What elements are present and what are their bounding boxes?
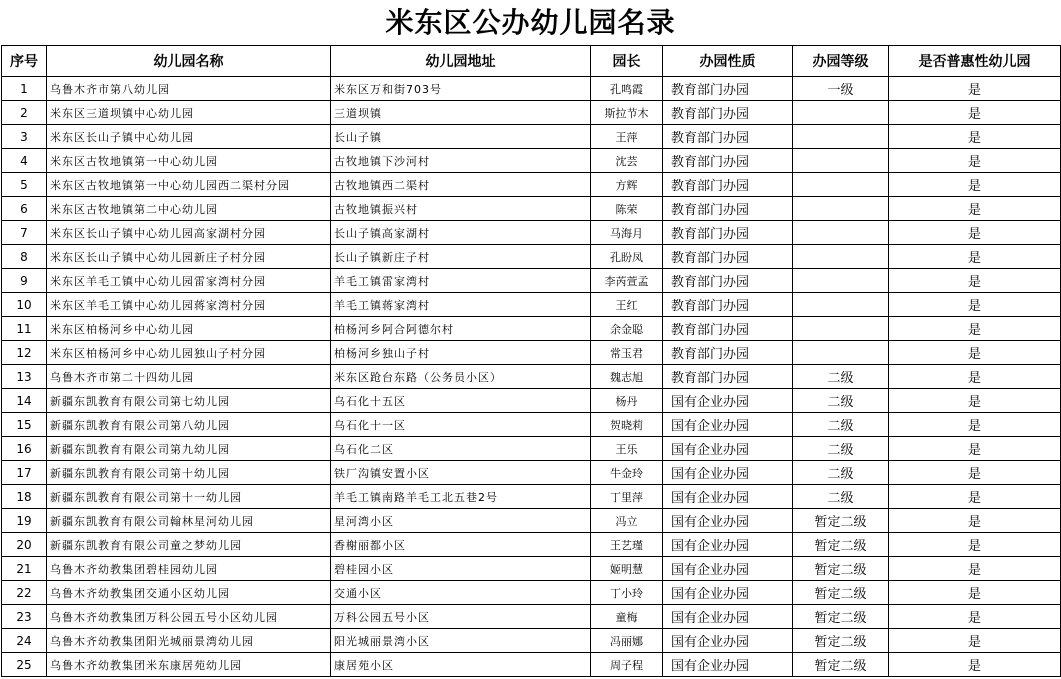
serial-cell[interactable]: 4 [2,149,47,173]
level-cell[interactable]: 一级 [793,77,889,101]
level-cell[interactable] [793,149,889,173]
level-cell[interactable] [793,341,889,365]
address-cell[interactable]: 铁厂沟镇安置小区 [331,461,591,485]
serial-cell[interactable]: 8 [2,245,47,269]
principal-cell[interactable]: 冯丽娜 [591,629,663,653]
nature-cell[interactable]: 教育部门办园 [663,293,793,317]
address-cell[interactable]: 碧桂园小区 [331,557,591,581]
nature-cell[interactable]: 教育部门办园 [663,125,793,149]
header-address[interactable]: 幼儿园地址 [331,46,591,77]
address-cell[interactable]: 香榭丽都小区 [331,533,591,557]
table-row [2,101,1061,125]
name-cell[interactable]: 新疆东凯教育有限公司第十一幼儿园 [47,485,331,509]
name-cell[interactable]: 米东区羊毛工镇中心幼儿园蒋家湾村分园 [47,293,331,317]
name-cell[interactable]: 米东区三道坝镇中心幼儿园 [47,101,331,125]
principal-cell[interactable]: 牛金玲 [591,461,663,485]
nature-cell[interactable]: 国有企业办园 [663,389,793,413]
principal-cell[interactable]: 方辉 [591,173,663,197]
principal-cell[interactable]: 常玉君 [591,341,663,365]
level-cell[interactable]: 二级 [793,413,889,437]
serial-cell[interactable]: 7 [2,221,47,245]
table-row [2,437,1061,461]
serial-cell[interactable]: 19 [2,509,47,533]
serial-cell[interactable]: 1 [2,77,47,101]
serial-cell[interactable]: 17 [2,461,47,485]
nature-cell[interactable]: 国有企业办园 [663,605,793,629]
level-cell[interactable] [793,101,889,125]
inclusive-cell[interactable]: 是 [889,101,1061,125]
inclusive-cell[interactable]: 是 [889,341,1061,365]
table-row [2,509,1061,533]
header-row [2,46,1061,77]
nature-cell[interactable]: 教育部门办园 [663,341,793,365]
inclusive-cell[interactable]: 是 [889,365,1061,389]
principal-cell[interactable]: 周子程 [591,653,663,677]
table-row [2,197,1061,221]
inclusive-cell[interactable]: 是 [889,485,1061,509]
principal-cell[interactable]: 王乐 [591,437,663,461]
principal-cell[interactable]: 王红 [591,293,663,317]
serial-cell[interactable]: 15 [2,413,47,437]
table-row [2,533,1061,557]
nature-cell[interactable]: 国有企业办园 [663,653,793,677]
principal-cell[interactable]: 贺晓莉 [591,413,663,437]
name-cell[interactable]: 乌鲁木齐幼教集团交通小区幼儿园 [47,581,331,605]
inclusive-cell[interactable]: 是 [889,293,1061,317]
address-cell[interactable]: 阳光城丽景湾小区 [331,629,591,653]
address-cell[interactable]: 三道坝镇 [331,101,591,125]
serial-cell[interactable]: 3 [2,125,47,149]
table-row [2,557,1061,581]
table-row [2,389,1061,413]
name-cell[interactable]: 米东区古牧地镇第一中心幼儿园西二渠村分园 [47,173,331,197]
table-row [2,341,1061,365]
level-cell[interactable]: 暂定二级 [793,629,889,653]
name-cell[interactable]: 米东区长山子镇中心幼儿园高家湖村分园 [47,221,331,245]
header-serial[interactable]: 序号 [2,46,47,77]
level-cell[interactable] [793,173,889,197]
nature-cell[interactable]: 国有企业办园 [663,413,793,437]
level-cell[interactable] [793,125,889,149]
nature-cell[interactable]: 教育部门办园 [663,149,793,173]
table-body [2,77,1061,677]
principal-cell[interactable]: 童梅 [591,605,663,629]
header-name[interactable]: 幼儿园名称 [47,46,331,77]
address-cell[interactable]: 羊毛工镇蒋家湾村 [331,293,591,317]
principal-cell[interactable]: 冯立 [591,509,663,533]
serial-cell[interactable]: 25 [2,653,47,677]
principal-cell[interactable]: 姬明慧 [591,557,663,581]
nature-cell[interactable]: 教育部门办园 [663,245,793,269]
name-cell[interactable]: 新疆东凯教育有限公司童之梦幼儿园 [47,533,331,557]
nature-cell[interactable]: 国有企业办园 [663,509,793,533]
nature-cell[interactable]: 教育部门办园 [663,173,793,197]
name-cell[interactable]: 新疆东凯教育有限公司第九幼儿园 [47,437,331,461]
level-cell[interactable]: 二级 [793,461,889,485]
name-cell[interactable]: 新疆东凯教育有限公司翰林星河幼儿园 [47,509,331,533]
table-row [2,221,1061,245]
name-cell[interactable]: 新疆东凯教育有限公司第七幼儿园 [47,389,331,413]
address-cell[interactable]: 羊毛工镇南路羊毛工北五巷2号 [331,485,591,509]
address-cell[interactable]: 米东区万和街703号 [331,77,591,101]
name-cell[interactable]: 米东区古牧地镇第一中心幼儿园 [47,149,331,173]
level-cell[interactable]: 暂定二级 [793,581,889,605]
serial-cell[interactable]: 14 [2,389,47,413]
inclusive-cell[interactable]: 是 [889,461,1061,485]
nature-cell[interactable]: 国有企业办园 [663,461,793,485]
inclusive-cell[interactable]: 是 [889,269,1061,293]
address-cell[interactable]: 古牧地镇下沙河村 [331,149,591,173]
header-nature[interactable]: 办园性质 [663,46,793,77]
name-cell[interactable]: 米东区柏杨河乡中心幼儿园 [47,317,331,341]
table-row [2,245,1061,269]
inclusive-cell[interactable]: 是 [889,317,1061,341]
address-cell[interactable]: 长山子镇高家湖村 [331,221,591,245]
address-cell[interactable]: 乌石化十五区 [331,389,591,413]
principal-cell[interactable]: 马海月 [591,221,663,245]
inclusive-cell[interactable]: 是 [889,557,1061,581]
table-row [2,485,1061,509]
nature-cell[interactable]: 教育部门办园 [663,269,793,293]
level-cell[interactable] [793,293,889,317]
name-cell[interactable]: 米东区羊毛工镇中心幼儿园雷家湾村分园 [47,269,331,293]
level-cell[interactable] [793,317,889,341]
name-cell[interactable]: 乌鲁木齐幼教集团阳光城丽景湾幼儿园 [47,629,331,653]
name-cell[interactable]: 新疆东凯教育有限公司第八幼儿园 [47,413,331,437]
name-cell[interactable]: 米东区长山子镇中心幼儿园 [47,125,331,149]
kindergarten-table [1,45,1061,677]
inclusive-cell[interactable]: 是 [889,653,1061,677]
address-cell[interactable]: 古牧地镇振兴村 [331,197,591,221]
principal-cell[interactable]: 陈荣 [591,197,663,221]
inclusive-cell[interactable]: 是 [889,629,1061,653]
nature-cell[interactable]: 国有企业办园 [663,437,793,461]
table-row [2,293,1061,317]
inclusive-cell[interactable]: 是 [889,389,1061,413]
level-cell[interactable] [793,221,889,245]
principal-cell[interactable]: 余金聪 [591,317,663,341]
address-cell[interactable]: 万科公园五号小区 [331,605,591,629]
table-row [2,461,1061,485]
serial-cell[interactable]: 16 [2,437,47,461]
nature-cell[interactable]: 教育部门办园 [663,77,793,101]
inclusive-cell[interactable]: 是 [889,509,1061,533]
nature-cell[interactable]: 教育部门办园 [663,365,793,389]
inclusive-cell[interactable]: 是 [889,413,1061,437]
principal-cell[interactable]: 沈芸 [591,149,663,173]
principal-cell[interactable]: 丁小玲 [591,581,663,605]
nature-cell[interactable]: 国有企业办园 [663,485,793,509]
address-cell[interactable]: 长山子镇 [331,125,591,149]
principal-cell[interactable]: 王艺瑾 [591,533,663,557]
sheet-title: 米东区公办幼儿园名录 [385,6,676,39]
nature-cell[interactable]: 教育部门办园 [663,221,793,245]
serial-cell[interactable]: 18 [2,485,47,509]
serial-cell[interactable]: 20 [2,533,47,557]
address-cell[interactable]: 康居苑小区 [331,653,591,677]
name-cell[interactable]: 新疆东凯教育有限公司第十幼儿园 [47,461,331,485]
table-row [2,173,1061,197]
table-row [2,317,1061,341]
level-cell[interactable] [793,269,889,293]
table-row [2,581,1061,605]
address-cell[interactable]: 古牧地镇西二渠村 [331,173,591,197]
level-cell[interactable]: 二级 [793,365,889,389]
nature-cell[interactable]: 国有企业办园 [663,581,793,605]
principal-cell[interactable]: 丁里萍 [591,485,663,509]
nature-cell[interactable]: 国有企业办园 [663,629,793,653]
serial-cell[interactable]: 11 [2,317,47,341]
level-cell[interactable] [793,245,889,269]
address-cell[interactable]: 长山子镇新庄子村 [331,245,591,269]
inclusive-cell[interactable]: 是 [889,581,1061,605]
table-row [2,149,1061,173]
address-cell[interactable]: 柏杨河乡独山子村 [331,341,591,365]
principal-cell[interactable]: 杨丹 [591,389,663,413]
serial-cell[interactable]: 23 [2,605,47,629]
inclusive-cell[interactable]: 是 [889,125,1061,149]
serial-cell[interactable]: 12 [2,341,47,365]
inclusive-cell[interactable]: 是 [889,221,1061,245]
serial-cell[interactable]: 10 [2,293,47,317]
inclusive-cell[interactable]: 是 [889,605,1061,629]
name-cell[interactable]: 乌鲁木齐市第八幼儿园 [47,77,331,101]
table-row [2,269,1061,293]
level-cell[interactable]: 暂定二级 [793,653,889,677]
name-cell[interactable]: 乌鲁木齐幼教集团万科公园五号小区幼儿园 [47,605,331,629]
serial-cell[interactable]: 13 [2,365,47,389]
level-cell[interactable]: 二级 [793,389,889,413]
serial-cell[interactable]: 24 [2,629,47,653]
serial-cell[interactable]: 2 [2,101,47,125]
inclusive-cell[interactable]: 是 [889,149,1061,173]
address-cell[interactable]: 羊毛工镇雷家湾村 [331,269,591,293]
address-cell[interactable]: 乌石化二区 [331,437,591,461]
level-cell[interactable]: 暂定二级 [793,605,889,629]
address-cell[interactable]: 柏杨河乡阿合阿德尔村 [331,317,591,341]
inclusive-cell[interactable]: 是 [889,437,1061,461]
table-row [2,653,1061,677]
principal-cell[interactable]: 魏志旭 [591,365,663,389]
principal-cell[interactable]: 王萍 [591,125,663,149]
table-row [2,413,1061,437]
table-row [2,125,1061,149]
level-cell[interactable]: 暂定二级 [793,557,889,581]
table-row [2,365,1061,389]
address-cell[interactable]: 乌石化十一区 [331,413,591,437]
nature-cell[interactable]: 教育部门办园 [663,317,793,341]
principal-cell[interactable]: 李芮萱孟 [591,269,663,293]
header-level[interactable]: 办园等级 [793,46,889,77]
header-principal[interactable]: 园长 [591,46,663,77]
level-cell[interactable]: 暂定二级 [793,509,889,533]
address-cell[interactable]: 米东区跄台东路（公务员小区） [331,365,591,389]
principal-cell[interactable]: 斯拉节木 [591,101,663,125]
serial-cell[interactable]: 9 [2,269,47,293]
serial-cell[interactable]: 6 [2,197,47,221]
inclusive-cell[interactable]: 是 [889,77,1061,101]
nature-cell[interactable]: 国有企业办园 [663,533,793,557]
table-row [2,77,1061,101]
name-cell[interactable]: 乌鲁木齐市第二十四幼儿园 [47,365,331,389]
table-row [2,605,1061,629]
nature-cell[interactable]: 国有企业办园 [663,557,793,581]
serial-cell[interactable]: 5 [2,173,47,197]
level-cell[interactable] [793,197,889,221]
name-cell[interactable]: 米东区长山子镇中心幼儿园新庄子村分园 [47,245,331,269]
level-cell[interactable]: 二级 [793,437,889,461]
serial-cell[interactable]: 21 [2,557,47,581]
name-cell[interactable]: 乌鲁木齐幼教集团碧桂园幼儿园 [47,557,331,581]
inclusive-cell[interactable]: 是 [889,245,1061,269]
nature-cell[interactable]: 教育部门办园 [663,197,793,221]
name-cell[interactable]: 米东区柏杨河乡中心幼儿园独山子村分园 [47,341,331,365]
name-cell[interactable]: 乌鲁木齐幼教集团米东康居苑幼儿园 [47,653,331,677]
table-row [2,629,1061,653]
principal-cell[interactable]: 孔盼凤 [591,245,663,269]
header-inclusive[interactable]: 是否普惠性幼儿园 [889,46,1061,77]
level-cell[interactable]: 暂定二级 [793,533,889,557]
inclusive-cell[interactable]: 是 [889,533,1061,557]
inclusive-cell[interactable]: 是 [889,173,1061,197]
inclusive-cell[interactable]: 是 [889,197,1061,221]
serial-cell[interactable]: 22 [2,581,47,605]
address-cell[interactable]: 交通小区 [331,581,591,605]
name-cell[interactable]: 米东区古牧地镇第二中心幼儿园 [47,197,331,221]
level-cell[interactable]: 二级 [793,485,889,509]
nature-cell[interactable]: 教育部门办园 [663,101,793,125]
principal-cell[interactable]: 孔鸣霞 [591,77,663,101]
address-cell[interactable]: 星河湾小区 [331,509,591,533]
